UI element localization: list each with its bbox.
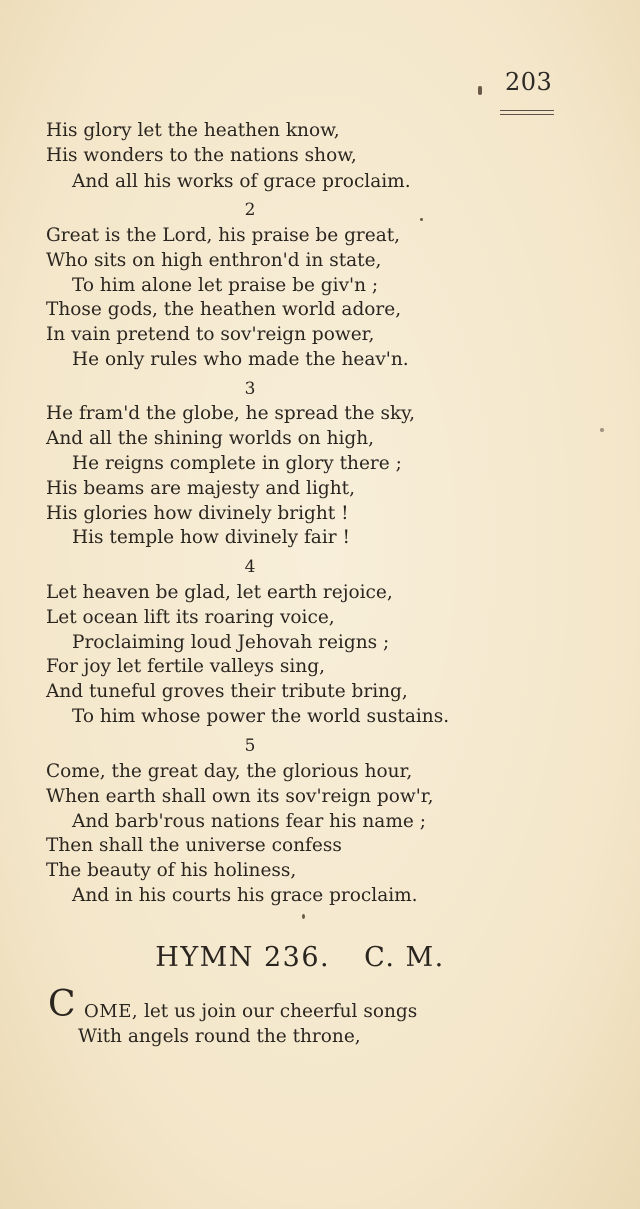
hymn-first-line: [84, 999, 417, 1024]
page-number: 203: [505, 68, 553, 96]
verse-line: His wonders to the nations show,: [46, 145, 357, 166]
verse-line: He reigns complete in glory there ;: [72, 453, 402, 474]
verse-line: And all his works of grace proclaim.: [72, 171, 411, 192]
verse-line: Proclaiming loud Jehovah reigns ;: [72, 632, 390, 653]
verse-line: He only rules who made the heav'n.: [72, 349, 409, 370]
first-line-text: let us join our cheerful songs: [138, 1001, 418, 1022]
verse-line: To him alone let praise be giv'n ;: [72, 275, 379, 296]
verse-line: In vain pretend to sov'reign power,: [46, 324, 375, 345]
header-rule: [500, 110, 554, 115]
verse-line: When earth shall own its sov'reign pow'r,: [46, 786, 434, 807]
hymn-number: HYMN 236.: [155, 942, 331, 973]
hymn-second-line: With angels round the throne,: [78, 1026, 361, 1047]
ink-speck: [302, 914, 305, 919]
verse-number: 5: [244, 736, 256, 756]
verse-line: His temple how divinely fair !: [72, 527, 350, 548]
verse-line: Come, the great day, the glorious hour,: [46, 761, 413, 782]
verse-line: Great is the Lord, his praise be great,: [46, 225, 401, 246]
verse-number: 2: [244, 200, 256, 220]
small-caps-word: OME,: [84, 1001, 139, 1022]
ink-speck: [600, 428, 604, 432]
verse-line: His beams are majesty and light,: [46, 478, 355, 499]
verse-line: Those gods, the heathen world adore,: [46, 299, 402, 320]
verse-line: And tuneful groves their tribute bring,: [46, 681, 408, 702]
verse-line: And all the shining worlds on high,: [46, 428, 375, 449]
verse-number: 4: [244, 557, 256, 577]
verse-line: Let heaven be glad, let earth rejoice,: [46, 582, 393, 603]
verse-line: The beauty of his holiness,: [46, 860, 297, 881]
verse-line: Then shall the universe confess: [46, 835, 342, 856]
verse-line: For joy let fertile valleys sing,: [46, 656, 325, 677]
verse-line: His glory let the heathen know,: [46, 120, 340, 141]
verse-line: His glories how divinely bright !: [46, 503, 349, 524]
ink-speck: [478, 86, 482, 95]
verse-line: Who sits on high enthron'd in state,: [46, 250, 382, 271]
drop-cap: C: [48, 984, 76, 1025]
verse-line: And barb'rous nations fear his name ;: [72, 811, 426, 832]
verse-number: 3: [244, 379, 256, 399]
verse-line: And in his courts his grace proclaim.: [72, 885, 418, 906]
verse-line: To him whose power the world sustains.: [72, 706, 450, 727]
verse-line: He fram'd the globe, he spread the sky,: [46, 403, 416, 424]
hymn-meter: C. M.: [364, 942, 445, 973]
hymn-heading: [0, 942, 600, 973]
verse-line: Let ocean lift its roaring voice,: [46, 607, 335, 628]
